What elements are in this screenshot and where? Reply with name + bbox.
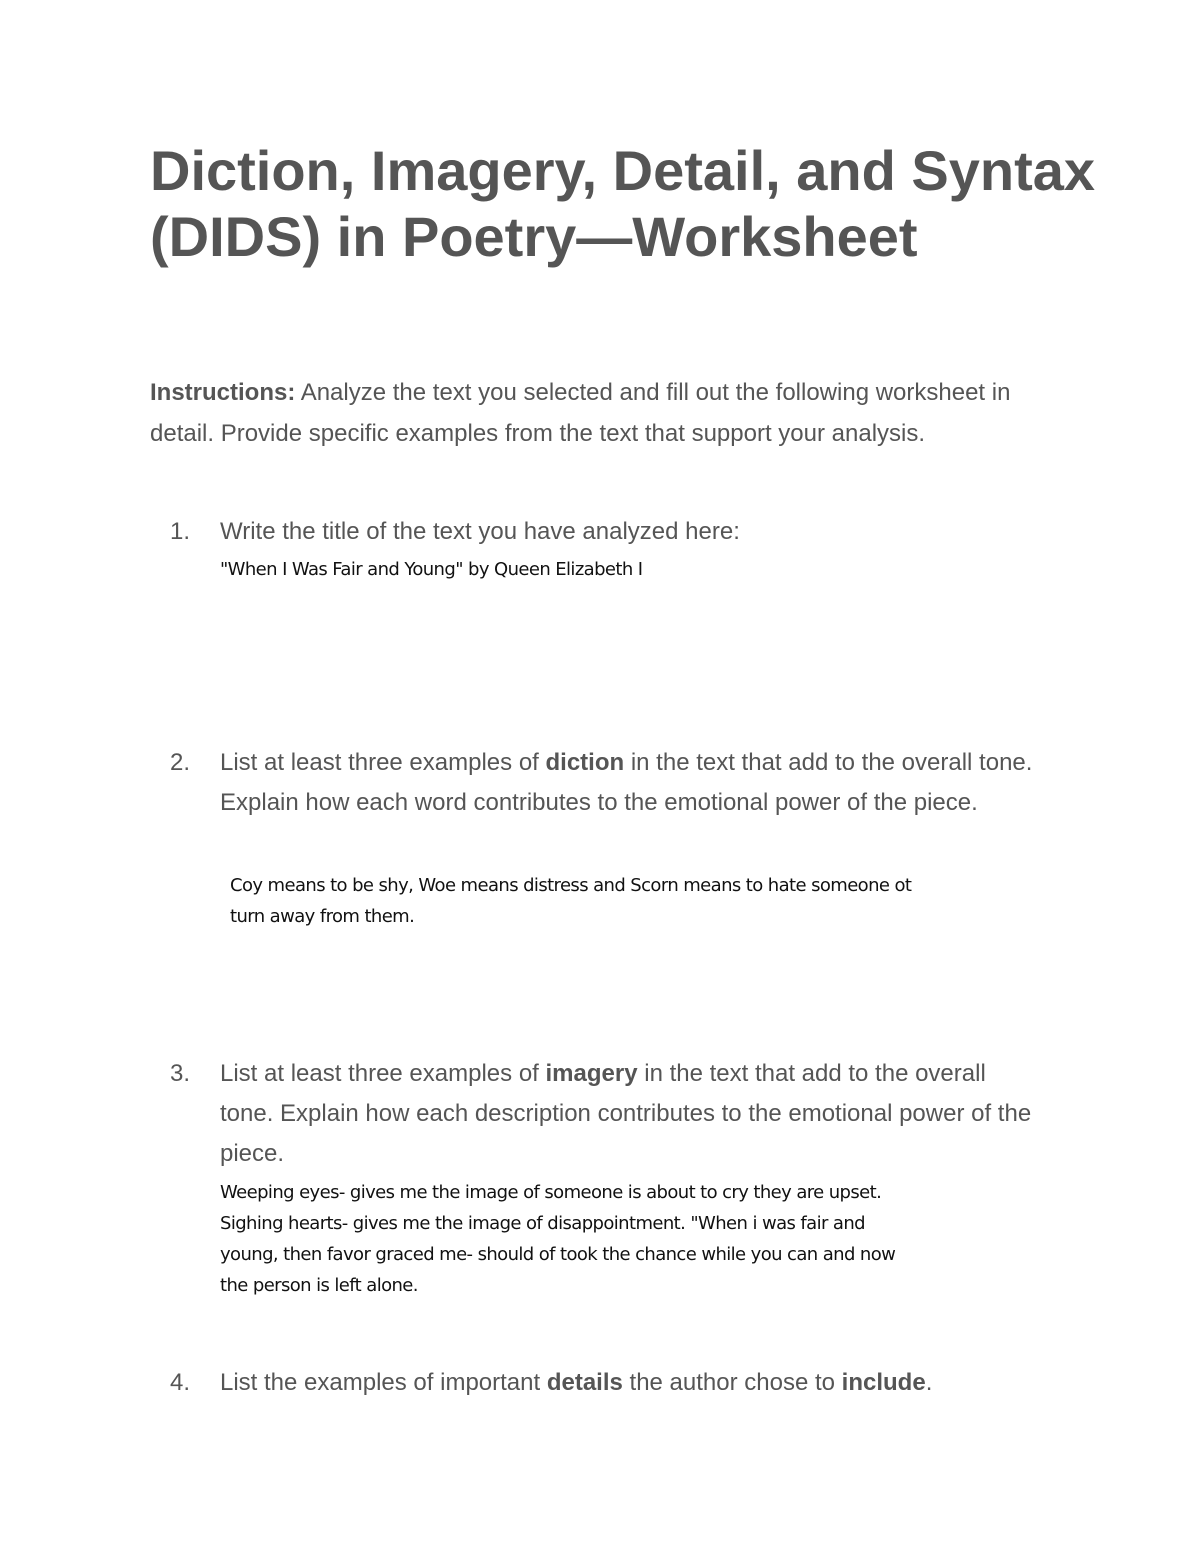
question-text: List the examples of important details the author chose to include. (220, 1369, 933, 1396)
answer-line: Sighing hearts- gives me the image of disappointment. "When i was fair and (220, 1213, 865, 1234)
question-2 (170, 743, 1040, 823)
instructions-label: Instructions: (150, 379, 296, 406)
answer-line: Weeping eyes- gives me the image of someone is about to cry they are upset. (220, 1182, 882, 1203)
answer-2 (230, 870, 911, 932)
keyword-imagery: imagery (545, 1060, 638, 1087)
question-1 (170, 512, 1040, 552)
question-4 (170, 1363, 1040, 1403)
question-number: 3. (170, 1060, 191, 1087)
instructions-paragraph (150, 372, 1050, 454)
question-3 (170, 1054, 1040, 1174)
question-number: 4. (170, 1369, 191, 1396)
question-text: List at least three examples of imagery in the text that add to the overall tone. Explain how each description contributes to the emotional power of the piece. (220, 1060, 1032, 1167)
answer-3 (220, 1177, 895, 1301)
answer-line: Coy means to be shy, Woe means distress and Scorn means to hate someone ot (230, 875, 912, 896)
question-number: 1. (170, 518, 191, 545)
answer-line: the person is left alone. (220, 1275, 418, 1296)
keyword-include: include (841, 1369, 926, 1396)
answer-line: turn away from them. (230, 906, 415, 927)
page-title: Diction, Imagery, Detail, and Syntax (DIDS) in Poetry—Worksheet (150, 139, 1095, 268)
question-text: Write the title of the text you have analyzed here: (220, 518, 740, 545)
keyword-details: details (546, 1369, 623, 1396)
answer-line: young, then favor graced me- should of took the chance while you can and now (220, 1244, 896, 1265)
question-number: 2. (170, 749, 191, 776)
instructions-text: Analyze the text you selected and fill out the following worksheet in detail. Provide specific examples from the text that support your analysis. (150, 379, 1011, 447)
keyword-diction: diction (545, 749, 625, 776)
question-text: List at least three examples of diction in the text that add to the overall tone. Explain how each word contributes to the emotional power of the piece. (220, 749, 1033, 816)
answer-1: "When I Was Fair and Young" by Queen Elizabeth I (220, 559, 643, 580)
